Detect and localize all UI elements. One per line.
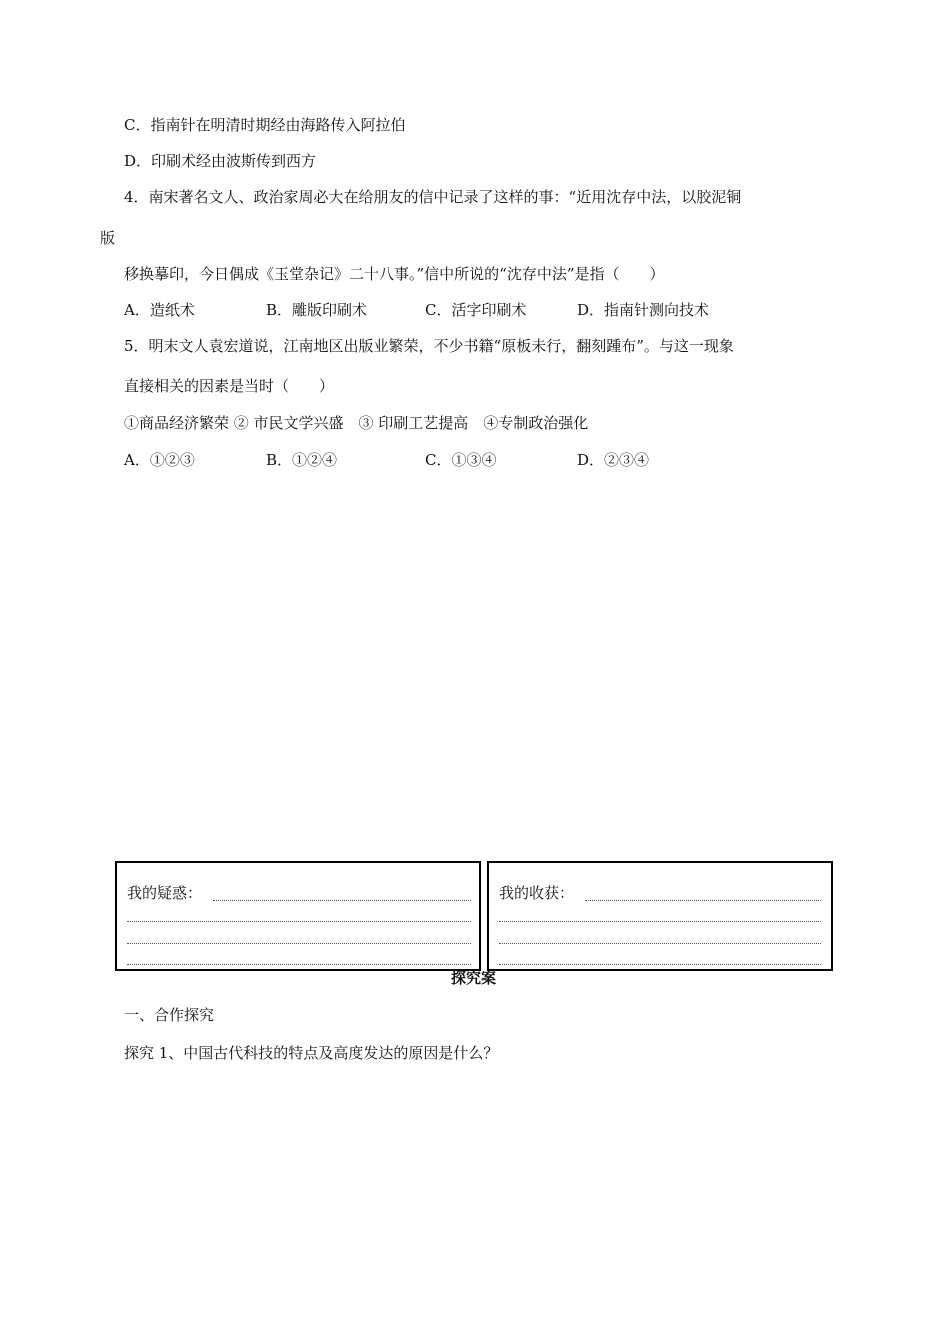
gains-writing-line[interactable] (585, 900, 821, 901)
question-5-stem-continued: 直接相关的因素是当时（ ） (124, 377, 335, 395)
option-a[interactable]: A．①②③ (124, 451, 195, 469)
doubts-writing-line[interactable] (127, 943, 471, 944)
question-4-stem-wrap: 版 (100, 229, 116, 247)
option-b[interactable]: B．雕版印刷术 (266, 301, 368, 319)
option-a[interactable]: A．造纸术 (124, 301, 195, 319)
question-5-items: ①商品经济繁荣 ② 市民文学兴盛 ③ 印刷工艺提高 ④专制政治强化 (124, 414, 589, 432)
doubts-writing-line[interactable] (127, 921, 471, 922)
gains-label: 我的收获： (499, 884, 575, 902)
gains-writing-line[interactable] (499, 921, 821, 922)
option-d[interactable]: D．②③④ (577, 451, 650, 469)
option-c[interactable]: C．①③④ (425, 451, 497, 469)
question-5-stem: 5．明末文人袁宏道说，江南地区出版业繁荣，不少书籍“原板未行，翻刻踵布”。与这一现象 (124, 337, 734, 355)
doubts-writing-line[interactable] (127, 964, 471, 965)
gains-writing-line[interactable] (499, 943, 821, 944)
doubts-writing-line[interactable] (213, 900, 471, 901)
section-title: 探究案 (451, 969, 497, 987)
doubts-label: 我的疑惑： (127, 884, 203, 902)
question-3-option-c: C．指南针在明清时期经由海路传入阿拉伯 (124, 116, 406, 134)
cooperative-inquiry-heading: 一、合作探究 (124, 1006, 215, 1024)
gains-writing-line[interactable] (499, 964, 821, 965)
option-d[interactable]: D．指南针测向技术 (577, 301, 710, 319)
option-c[interactable]: C．活字印刷术 (425, 301, 527, 319)
doubts-box (115, 861, 481, 971)
option-b[interactable]: B．①②④ (266, 451, 338, 469)
question-3-option-d: D．印刷术经由波斯传到西方 (124, 152, 317, 170)
inquiry-1-question: 探究 1、中国古代科技的特点及高度发达的原因是什么？ (124, 1044, 499, 1062)
question-4-stem: 4．南宋著名文人、政治家周必大在给朋友的信中记录了这样的事：“近用沈存中法，以胶泥铜 (124, 188, 742, 206)
question-4-stem-continued: 移换摹印，今日偶成《玉堂杂记》二十八事。”信中所说的“沈存中法”是指（ ） (124, 265, 665, 283)
gains-box (487, 861, 833, 971)
